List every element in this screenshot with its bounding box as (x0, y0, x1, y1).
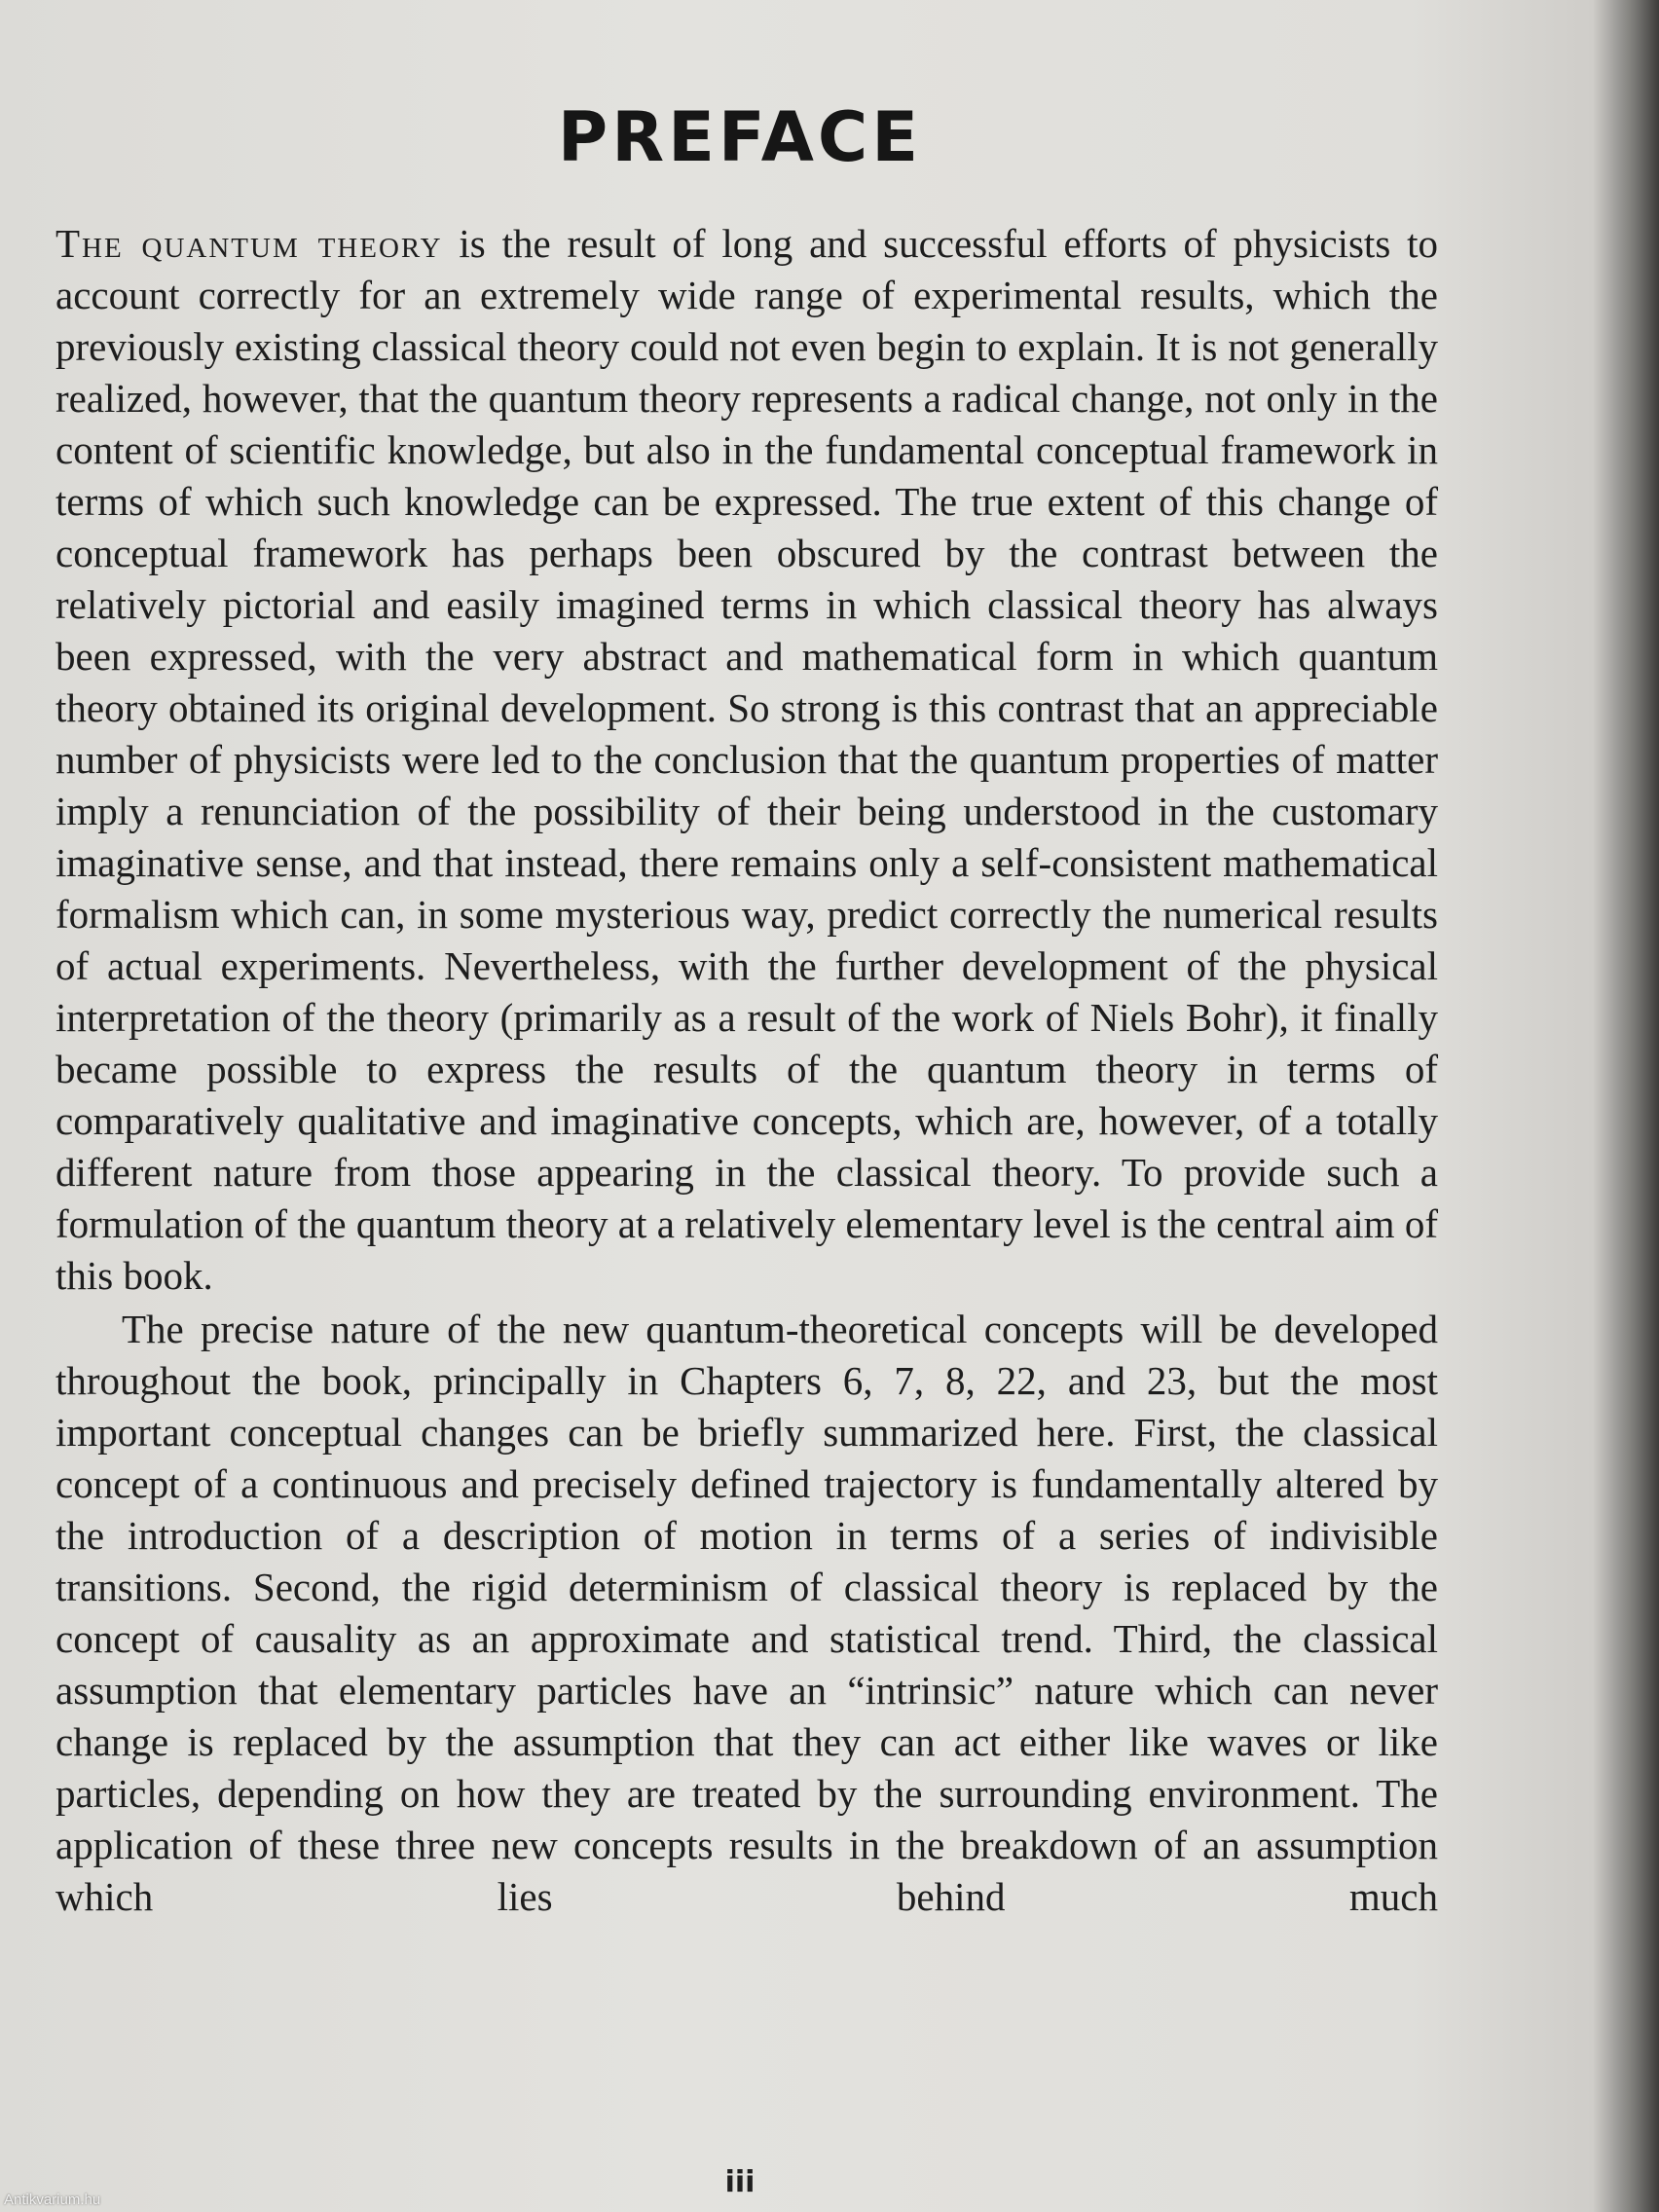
paragraph-lead-in: The quantum theory (55, 221, 443, 266)
page-heading: PREFACE (557, 97, 923, 177)
paragraph-1-text: is the result of long and successful efforts of physicists to account correctly for an extremely wide range of experimental results, which the previously existing classical theory could not even begin to explain. It is not generally realized, however, that the quantum theory represents a radical change, not only in the content of scientific knowledge, but also in the fundamental conceptual framework in terms of which such knowledge can be expressed. The true extent of this change of conceptual framework has perhaps been obscured by the contrast between the relatively pictorial and easily imagined terms in which classical theory has always been expressed, with the very abstract and mathematical form in which quantum theory obtained its original development. So strong is this contrast that an appreciable number of physicists were led to the conclusion that the quantum properties of matter imply a renunciation of the possibility of their being understood in the customary imaginative sense, and that instead, there remains only a self-consistent mathematical formalism which can, in some mysterious way, predict correctly the numerical results of actual experiments. Nevertheless, with the further development of the physical interpretation of the theory (primarily as a result of the work of Niels Bohr), it finally became possible to express the results of the quantum theory in terms of comparatively qualitative and imaginative concepts, which are, however, of a totally different nature from those appearing in the classical theory. To provide such a formulation of the quantum theory at a relatively elementary level is the central aim of this book. (55, 221, 1438, 1298)
watermark-logo: Antikvarium.hu (4, 2192, 101, 2208)
preface-body (55, 218, 1438, 1923)
paragraph-2 (55, 1304, 1438, 1923)
paragraph-1 (55, 218, 1438, 1302)
page-number: iii (724, 2165, 756, 2199)
paragraph-2-text: The precise nature of the new quantum-theoretical concepts will be developed throughout the book, principally in Chapters 6, 7, 8, 22, and 23, but the most important conceptual changes can be briefly summarized here. First, the classical concept of a continuous and precisely defined trajectory is fundamentally altered by the introduction of a description of motion in terms of a series of indivisible transitions. Second, the rigid determinism of classical theory is replaced by the concept of causality as an approximate and statistical trend. Third, the classical assumption that elementary particles have an “intrinsic” nature which can never change is replaced by the assumption that they can act either like waves or like particles, depending on how they are treated by the surrounding environment. The application of these three new concepts results in the breakdown of an assumption which lies behind much (55, 1307, 1438, 1919)
